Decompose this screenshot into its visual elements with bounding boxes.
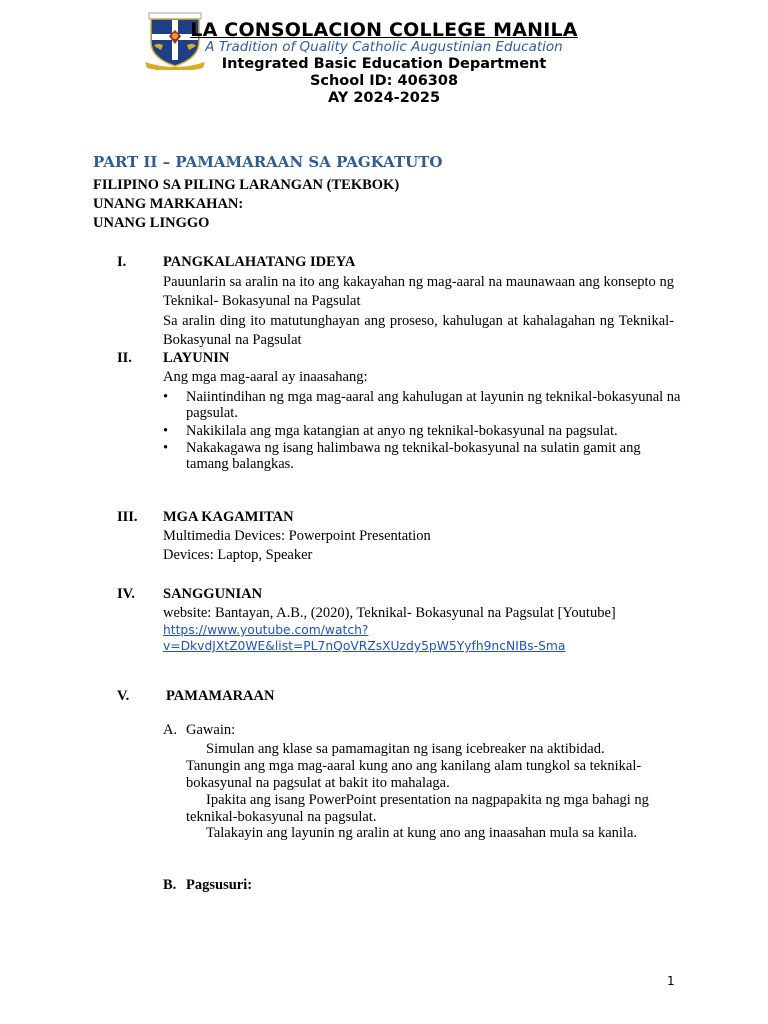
activity-step: Simulan ang klase sa pamamagitan ng isang icebreaker na aktibidad. <box>206 741 605 757</box>
objective-item <box>163 423 683 439</box>
subject-title: FILIPINO SA PILING LARANGAN (TEKBOK) <box>93 177 400 193</box>
materials-line-1: Multimedia Devices: Powerpoint Presentation <box>163 528 431 544</box>
quarter-label: UNANG MARKAHAN: <box>93 196 244 212</box>
bullet-icon: • <box>163 389 169 405</box>
page-number: 1 <box>667 974 675 988</box>
section-5-number: V. <box>117 688 130 704</box>
section-4-heading: SANGGUNIAN <box>163 586 263 602</box>
materials-line-2: Devices: Laptop, Speaker <box>163 547 313 563</box>
reference-link-line-1[interactable]: https://www.youtube.com/watch? <box>163 623 369 637</box>
activity-a-title: Gawain: <box>186 722 236 738</box>
college-tagline: A Tradition of Quality Catholic Augustinian Education <box>205 39 563 55</box>
part-title: PART II – PAMAMARAAN SA PAGKATUTO <box>93 153 443 171</box>
section-5-heading: PAMAMARAAN <box>166 688 275 704</box>
activity-step: Ipakita ang isang PowerPoint presentation na nagpapakita ng mga bahagi ng teknikal-bokasyunal na pagsulat. <box>186 792 649 825</box>
section-1-number: I. <box>117 254 127 270</box>
objective-item <box>163 440 683 472</box>
bullet-icon: • <box>163 423 169 439</box>
school-id: School ID: 406308 <box>309 73 459 89</box>
activity-step: Talakayin ang layunin ng aralin at kung ano ang inaasahan mula sa kanila. <box>206 825 638 841</box>
section-1-heading: PANGKALAHATANG IDEYA <box>163 254 356 270</box>
activity-a-label: A. <box>163 722 178 738</box>
section-1-paragraph-1: Pauunlarin sa aralin na ito ang kakayahan ng mag-aaral na maunawaan ang konsepto ng Teknikal- Bokasyunal na Pagsulat <box>163 274 674 309</box>
objective-item <box>163 389 683 421</box>
objectives-intro: Ang mga mag-aaral ay inaasahang: <box>163 369 368 385</box>
department-name: Integrated Basic Education Department <box>221 56 547 72</box>
reference-text: website: Bantayan, A.B., (2020), Teknikal- Bokasyunal na Pagsulat [Youtube] <box>163 605 616 621</box>
activity-step: Tanungin ang mga mag-aaral kung ano ang kanilang alam tungkol sa teknikal-bokasyunal na pagsulat at bakit ito mahalaga. <box>186 758 642 791</box>
activity-b-title: Pagsusuri: <box>186 877 253 893</box>
section-4-number: IV. <box>117 586 135 602</box>
week-label: UNANG LINGGO <box>93 215 210 231</box>
section-3-number: III. <box>117 509 138 525</box>
reference-link-line-2[interactable]: v=DkvdJXtZ0WE&list=PL7nQoVRZsXUzdy5pW5Yyfh9ncNIBs-Sma <box>163 639 566 653</box>
objective-text: Nakikilala ang mga katangian at anyo ng teknikal-bokasyunal na pagsulat. <box>186 423 618 439</box>
section-2-number: II. <box>117 350 132 366</box>
reference-link[interactable] <box>163 622 583 654</box>
section-3-heading: MGA KAGAMITAN <box>163 509 294 525</box>
objective-text: Nakakagawa ng isang halimbawa ng teknikal-bokasyunal na sulatin gamit ang tamang balangkas. <box>186 440 641 472</box>
bullet-icon: • <box>163 440 169 456</box>
academic-year: AY 2024-2025 <box>327 90 441 106</box>
section-2-heading: LAYUNIN <box>163 350 230 366</box>
activity-b-label: B. <box>163 877 177 893</box>
objective-text: Naiintindihan ng mga mag-aaral ang kahulugan at layunin ng teknikal-bokasyunal na pagsulat. <box>186 389 681 421</box>
section-1-paragraph-2: Sa aralin ding ito matutunghayan ang proseso, kahulugan at kahalagahan ng Teknikal- Bokasyunal na Pagsulat <box>163 313 674 348</box>
college-name: LA CONSOLACION COLLEGE MANILA <box>190 19 578 41</box>
